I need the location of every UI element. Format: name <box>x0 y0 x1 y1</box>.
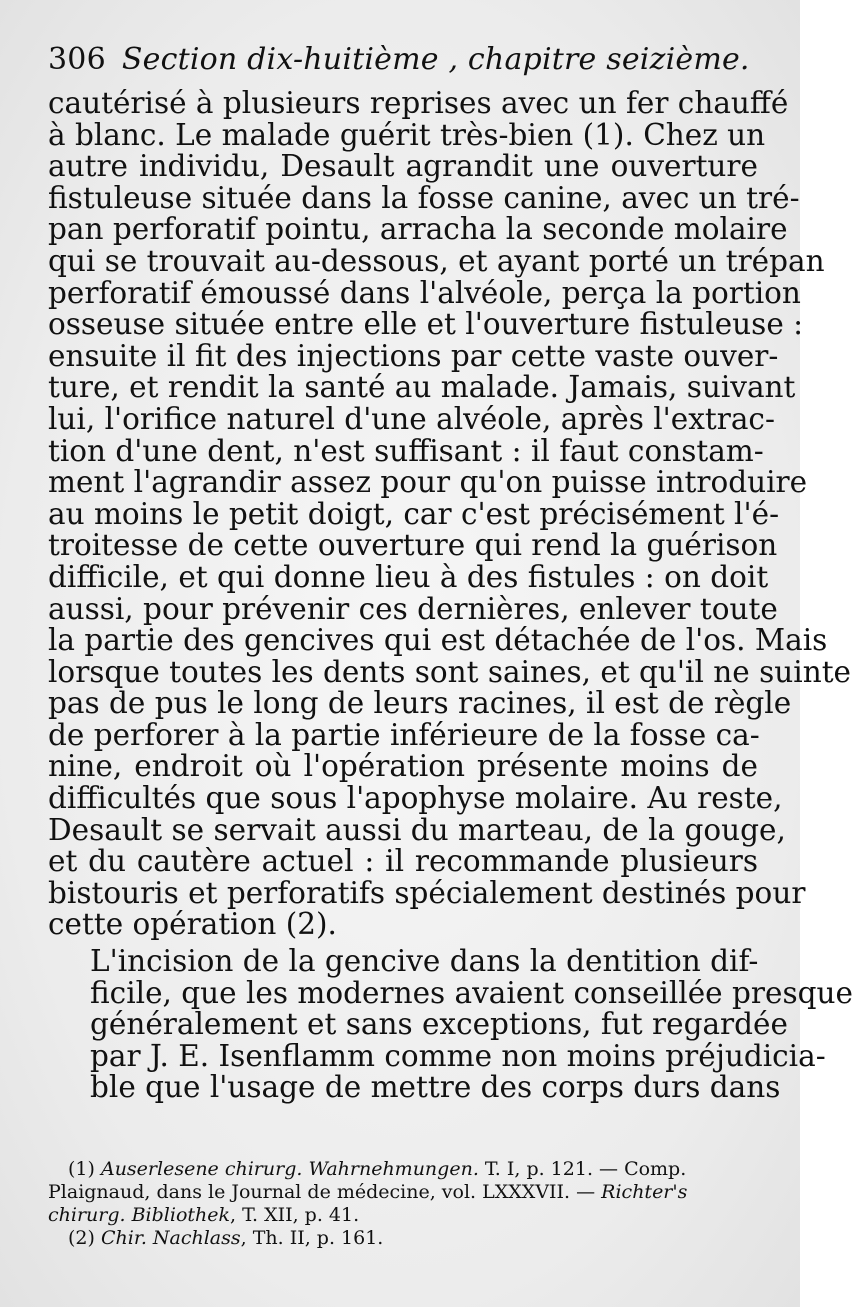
text-line: L'incision de la gencive dans la dentition dif- <box>90 944 759 979</box>
text-line: au moins le petit doigt, car c'est précisément l'é- <box>48 496 780 531</box>
page-header <box>48 38 758 88</box>
page-number: 306 <box>48 42 106 77</box>
footnotes <box>48 1158 758 1250</box>
text-line: Desault se servait aussi du marteau, de la gouge, <box>48 812 786 847</box>
footnote-1-line-1 <box>48 1158 758 1181</box>
text-line: perforatif émoussé dans l'alvéole, perça la portion <box>48 275 801 310</box>
text-line: ture, et rendit la santé au malade. Jamais, suivant <box>48 370 796 405</box>
running-title: Section dix-huitième , chapitre seizième. <box>121 42 750 77</box>
text-line: pan perforatif pointu, arracha la seconde molaire <box>48 212 788 247</box>
text-line: cette opération (2). <box>48 907 337 942</box>
text-line: nine, endroit où l'opération présente moins de <box>48 749 758 784</box>
text-line: la partie des gencives qui est détachée de l'os. Mais <box>48 623 828 658</box>
text-line: généralement et sans exceptions, fut regardée <box>90 1007 788 1042</box>
footnote-1-line-3-italic: chirurg. Bibliothek <box>48 1204 231 1226</box>
text-line: lorsque toutes les dents sont saines, et qu'il ne suinte <box>48 654 852 689</box>
body-text <box>48 86 853 1105</box>
footnote-1-line-2-text: Plaignaud, dans le Journal de médecine, vol. LXXXVII. — <box>48 1181 602 1203</box>
footnote-2 <box>48 1227 758 1250</box>
footnote-2-ref: , Th. II, p. 161. <box>240 1227 384 1249</box>
footnote-2-title: Chir. Nachlass <box>100 1227 241 1249</box>
text-line: et du cautère actuel : il recommande plusieurs <box>48 844 758 879</box>
footnote-1-line-2 <box>48 1181 758 1204</box>
paragraph-1 <box>48 86 852 942</box>
text-line: troitesse de cette ouverture qui rend la guérison <box>48 528 778 563</box>
text-line: lui, l'orifice naturel d'une alvéole, après l'extrac- <box>48 401 775 436</box>
text-line: ble que l'usage de mettre des corps durs dans <box>90 1070 781 1105</box>
text-line: ensuite il fit des injections par cette vaste ouver- <box>48 338 779 373</box>
footnote-1-line-3 <box>48 1204 758 1227</box>
text-line: autre individu, Desault agrandit une ouverture <box>48 149 758 184</box>
footnote-1-line-2-italic: Richter's <box>601 1181 688 1203</box>
text-line: à blanc. Le malade guérit très-bien (1). Chez un <box>48 117 766 152</box>
text-line: ficile, que les modernes avaient conseillée presque <box>90 975 853 1010</box>
text-line: qui se trouvait au-dessous, et ayant porté un trépan <box>48 243 825 278</box>
text-line: cautérisé à plusieurs reprises avec un fer chauffé <box>48 86 789 120</box>
footnote-1-marker: (1) <box>68 1158 95 1180</box>
footnote-1-ref: T. I, p. 121. — Comp. <box>478 1158 687 1180</box>
footnote-2-marker: (2) <box>68 1227 95 1249</box>
text-line: difficile, et qui donne lieu à des fistules : on doit <box>48 559 769 594</box>
text-line: tion d'une dent, n'est suffisant : il faut constam- <box>48 433 764 468</box>
text-line: ment l'agrandir assez pour qu'on puisse introduire <box>48 465 808 500</box>
footnote-1-line-3-text: , T. XII, p. 41. <box>230 1204 360 1226</box>
text-line: difficultés que sous l'apophyse molaire. Au reste, <box>48 781 783 816</box>
text-line: osseuse située entre elle et l'ouverture fistuleuse : <box>48 307 804 342</box>
text-line: pas de pus le long de leurs racines, il est de règle <box>48 686 792 721</box>
text-line: par J. E. Isenflamm comme non moins préjudicia- <box>90 1038 826 1073</box>
text-line: bistouris et perforatifs spécialement destinés pour <box>48 875 806 910</box>
paragraph-2 <box>48 944 853 1105</box>
text-line: fistuleuse située dans la fosse canine, avec un tré- <box>48 180 800 215</box>
text-line: aussi, pour prévenir ces dernières, enlever toute <box>48 591 778 626</box>
text-line: de perforer à la partie inférieure de la fosse ca- <box>48 717 760 752</box>
footnote-1-title: Auserlesene chirurg. Wahrnehmungen. <box>100 1158 479 1180</box>
